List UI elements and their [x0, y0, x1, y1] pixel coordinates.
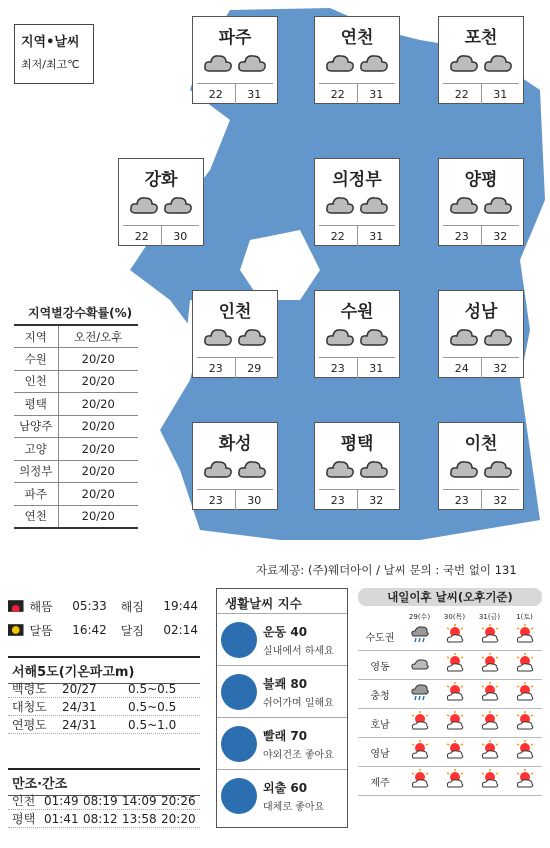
- cloud-icon: [236, 457, 268, 483]
- city-card: [438, 158, 524, 246]
- city-card: [314, 158, 400, 246]
- sun-cloud-icon: [479, 624, 501, 648]
- tide-table: [8, 792, 200, 828]
- rain-region: 의정부: [14, 460, 58, 483]
- cloud-icon: [236, 51, 268, 77]
- rain-prob: 20/20: [58, 393, 138, 416]
- cloud-icon: [324, 457, 356, 483]
- city-name: 화성: [218, 434, 252, 454]
- tide-time: 01:41: [44, 811, 79, 826]
- wave-temp: 24/31: [62, 699, 97, 714]
- forecast-day: 29(수): [408, 613, 431, 621]
- cloud-icon: [324, 51, 356, 77]
- cloud-icon: [358, 51, 390, 77]
- city-high: 32: [493, 230, 508, 243]
- cloud-icon: [324, 325, 356, 351]
- forecast-region: 영동: [370, 661, 390, 673]
- city-low: 22: [197, 84, 236, 105]
- wave-place: 연평도: [12, 718, 47, 732]
- sun-cloud-icon: [444, 624, 466, 648]
- cloud-icon: [202, 325, 234, 351]
- city-low: 22: [319, 84, 358, 105]
- rain-row: [14, 438, 138, 461]
- moonrise-label: 달뜸: [29, 623, 53, 638]
- moonrise-time: 16:42: [72, 623, 107, 637]
- life-label: 빨래 70: [263, 728, 308, 743]
- city-high: 32: [493, 494, 508, 507]
- tide-time: 01:49: [44, 793, 79, 808]
- city-low: 24: [443, 358, 482, 379]
- city-high: 32: [369, 494, 384, 507]
- wave-row: [8, 716, 200, 734]
- city-high: 29: [247, 362, 262, 375]
- city-card: [438, 290, 524, 378]
- sun-cloud-icon: [479, 653, 501, 677]
- cloud-icon: [482, 51, 514, 77]
- city-high: 31: [369, 88, 384, 101]
- rain-region: 고양: [14, 438, 58, 461]
- sun-cloud-icon: [514, 682, 536, 706]
- city-name: 성남: [464, 302, 498, 322]
- data-source: 자료제공: (주)웨더아이 / 날씨 문의 : 국번 없이 131: [256, 563, 517, 577]
- rain-row: [14, 505, 138, 528]
- city-card: [314, 290, 400, 378]
- life-desc: 야외건조 좋아요: [263, 749, 334, 761]
- city-name: 평택: [340, 434, 374, 454]
- life-title: 생활날씨 지수: [225, 596, 302, 611]
- walk-icon: [221, 778, 257, 814]
- city-high: 31: [247, 88, 262, 101]
- city-name: 연천: [340, 28, 374, 48]
- soccer-icon: [221, 622, 257, 658]
- tomorrow-forecast: [358, 588, 542, 828]
- city-low: 22: [443, 84, 482, 105]
- city-low: 23: [319, 358, 358, 379]
- tide-time: 14:09: [122, 793, 157, 808]
- cloud-icon: [358, 193, 390, 219]
- city-card: [118, 158, 204, 246]
- tide-time: 13:58: [122, 811, 157, 826]
- life-desc: 쉬어가며 일해요: [263, 697, 334, 709]
- city-name: 의정부: [332, 170, 382, 190]
- city-high: 31: [493, 88, 508, 101]
- sun-cloud-icon: [514, 769, 536, 793]
- wave-row: [8, 698, 200, 716]
- moonset-label: 달짐: [120, 623, 144, 638]
- rain-row: [14, 460, 138, 483]
- tide-time: 08:19: [83, 793, 118, 808]
- wave-place: 대청도: [12, 700, 47, 714]
- city-high: 31: [369, 230, 384, 243]
- rain-region: 남양주: [14, 415, 58, 438]
- sun-cloud-icon: [409, 711, 431, 735]
- life-label: 외출 60: [263, 780, 308, 795]
- sunrise-time: 05:33: [72, 599, 107, 613]
- rain-prob: 20/20: [58, 505, 138, 528]
- city-low: 22: [123, 226, 162, 247]
- cloud-icon: [448, 457, 480, 483]
- rain-icon: [409, 624, 431, 648]
- rain-region: 파주: [14, 483, 58, 506]
- tide-time: 20:26: [161, 793, 196, 808]
- sun-cloud-icon: [409, 769, 431, 793]
- forecast-region: 영남: [370, 748, 390, 760]
- sunrise-icon: [8, 600, 24, 612]
- cloud-icon: [448, 51, 480, 77]
- sun-cloud-icon: [409, 740, 431, 764]
- cloud-icon: [358, 457, 390, 483]
- city-low: 23: [443, 226, 482, 247]
- forecast-row: [358, 651, 542, 680]
- rain-prob: 20/20: [58, 370, 138, 393]
- tide-row: [8, 792, 200, 810]
- life-desc: 대체로 좋아요: [263, 801, 325, 813]
- wave-place: 백령도: [12, 682, 47, 696]
- sun-cloud-icon: [479, 682, 501, 706]
- cloud-icon: [162, 193, 194, 219]
- city-name: 강화: [144, 170, 178, 190]
- wave-height: 0.5~0.5: [128, 681, 177, 696]
- forecast-row: [358, 709, 542, 738]
- forecast-row: [358, 767, 542, 796]
- forecast-day: 30(목): [443, 613, 466, 621]
- city-high: 32: [493, 362, 508, 375]
- cloud-icon: [202, 51, 234, 77]
- tide-place: 인천: [12, 794, 36, 808]
- rain-row: [14, 348, 138, 371]
- map-legend: [14, 24, 94, 84]
- sunset-label: 해짐: [120, 599, 144, 614]
- tide-row: [8, 810, 200, 828]
- cloud-icon: [324, 193, 356, 219]
- forecast-row: [358, 680, 542, 709]
- rain-row: [14, 393, 138, 416]
- legend-subtitle: 최저/최고℃: [21, 58, 80, 71]
- city-name: 양평: [464, 170, 498, 190]
- sun-cloud-icon: [514, 740, 536, 764]
- rain-region: 평택: [14, 393, 58, 416]
- city-name: 파주: [218, 28, 252, 48]
- life-item: [217, 665, 347, 717]
- forecast-region: 충청: [370, 690, 390, 702]
- shirt-icon: [221, 726, 257, 762]
- sunrise-label: 해뜸: [29, 599, 53, 614]
- sun-cloud-icon: [514, 653, 536, 677]
- forecast-row: [358, 622, 542, 651]
- city-card: [438, 422, 524, 510]
- rain-icon: [409, 682, 431, 706]
- city-card: [192, 16, 278, 104]
- city-low: 23: [443, 490, 482, 511]
- sun-moon-times: [8, 594, 198, 642]
- city-card: [314, 16, 400, 104]
- cloud-icon: [482, 457, 514, 483]
- wave-height: 0.5~1.0: [128, 717, 177, 732]
- city-name: 포천: [464, 28, 498, 48]
- sun-cloud-icon: [444, 711, 466, 735]
- rain-prob: 20/20: [58, 483, 138, 506]
- tide-place: 평택: [12, 812, 36, 826]
- sun-cloud-icon: [479, 769, 501, 793]
- cloud-icon: [358, 325, 390, 351]
- rain-region: 인천: [14, 370, 58, 393]
- rain-region: 수원: [14, 348, 58, 371]
- rain-row: [14, 415, 138, 438]
- cloud-icon: [128, 193, 160, 219]
- city-high: 30: [173, 230, 188, 243]
- forecast-day: 31(금): [478, 613, 501, 621]
- city-high: 31: [369, 362, 384, 375]
- rain-prob: 20/20: [58, 348, 138, 371]
- city-low: 22: [319, 226, 358, 247]
- cloud-icon: [482, 325, 514, 351]
- sun-cloud-icon: [479, 711, 501, 735]
- sun-cloud-icon: [444, 682, 466, 706]
- life-item: [217, 717, 347, 769]
- cloud-icon: [202, 457, 234, 483]
- city-low: 23: [197, 358, 236, 379]
- moonrise-icon: [8, 624, 24, 636]
- city-low: 23: [197, 490, 236, 511]
- life-index-panel: [216, 588, 348, 828]
- sun-cloud-icon: [514, 711, 536, 735]
- life-item: [217, 769, 347, 821]
- tide-time: 08:12: [83, 811, 118, 826]
- city-name: 인천: [218, 302, 252, 322]
- rain-prob: 20/20: [58, 438, 138, 461]
- city-high: 30: [247, 494, 262, 507]
- forecast-region: 호남: [370, 719, 390, 731]
- moonset-time: 02:14: [163, 623, 198, 637]
- life-label: 운동 40: [263, 624, 308, 639]
- sun-cloud-icon: [444, 653, 466, 677]
- wave-table: [8, 680, 200, 734]
- life-label: 불쾌 80: [263, 676, 308, 691]
- cloud-icon: [236, 325, 268, 351]
- wave-row: [8, 680, 200, 698]
- forecast-region: 제주: [370, 777, 390, 789]
- rain-row: [14, 483, 138, 506]
- wave-height: 0.5~0.5: [128, 699, 177, 714]
- city-name: 수원: [340, 302, 374, 322]
- life-item: [217, 613, 347, 665]
- life-desc: 실내에서 하세요: [263, 645, 334, 657]
- cloud-icon: [448, 325, 480, 351]
- rain-title: 지역별강수확률(%): [28, 306, 133, 320]
- wave-temp: 20/27: [62, 681, 97, 696]
- rain-region: 연천: [14, 505, 58, 528]
- face-icon: [221, 674, 257, 710]
- sun-cloud-icon: [444, 740, 466, 764]
- sunset-time: 19:44: [163, 599, 198, 613]
- city-name: 이천: [464, 434, 498, 454]
- city-card: [192, 422, 278, 510]
- legend-title: 지역•날씨: [21, 35, 80, 50]
- sun-cloud-icon: [479, 740, 501, 764]
- tide-title: 만조·간조: [8, 768, 200, 796]
- wave-temp: 24/31: [62, 717, 97, 732]
- rain-prob: 20/20: [58, 460, 138, 483]
- forecast-row: [358, 738, 542, 767]
- city-low: 23: [319, 490, 358, 511]
- sun-cloud-icon: [444, 769, 466, 793]
- cloud-icon: [482, 193, 514, 219]
- wave-title: 서해5도(기온파고m): [8, 656, 200, 684]
- rain-row: [14, 370, 138, 393]
- cloud-icon: [409, 653, 431, 677]
- rain-table: [14, 324, 138, 529]
- rain-prob: 20/20: [58, 415, 138, 438]
- tomorrow-title: 내일이후 날씨(오후기준): [358, 588, 542, 606]
- forecast-day: 1(토): [516, 613, 533, 621]
- sun-cloud-icon: [514, 624, 536, 648]
- rain-header-prob: 오전/오후: [58, 325, 138, 348]
- forecast-region: 수도권: [365, 632, 395, 644]
- city-card: [314, 422, 400, 510]
- city-card: [438, 16, 524, 104]
- city-card: [192, 290, 278, 378]
- rain-header-region: 지역: [14, 325, 58, 348]
- tide-time: 20:20: [161, 811, 196, 826]
- cloud-icon: [448, 193, 480, 219]
